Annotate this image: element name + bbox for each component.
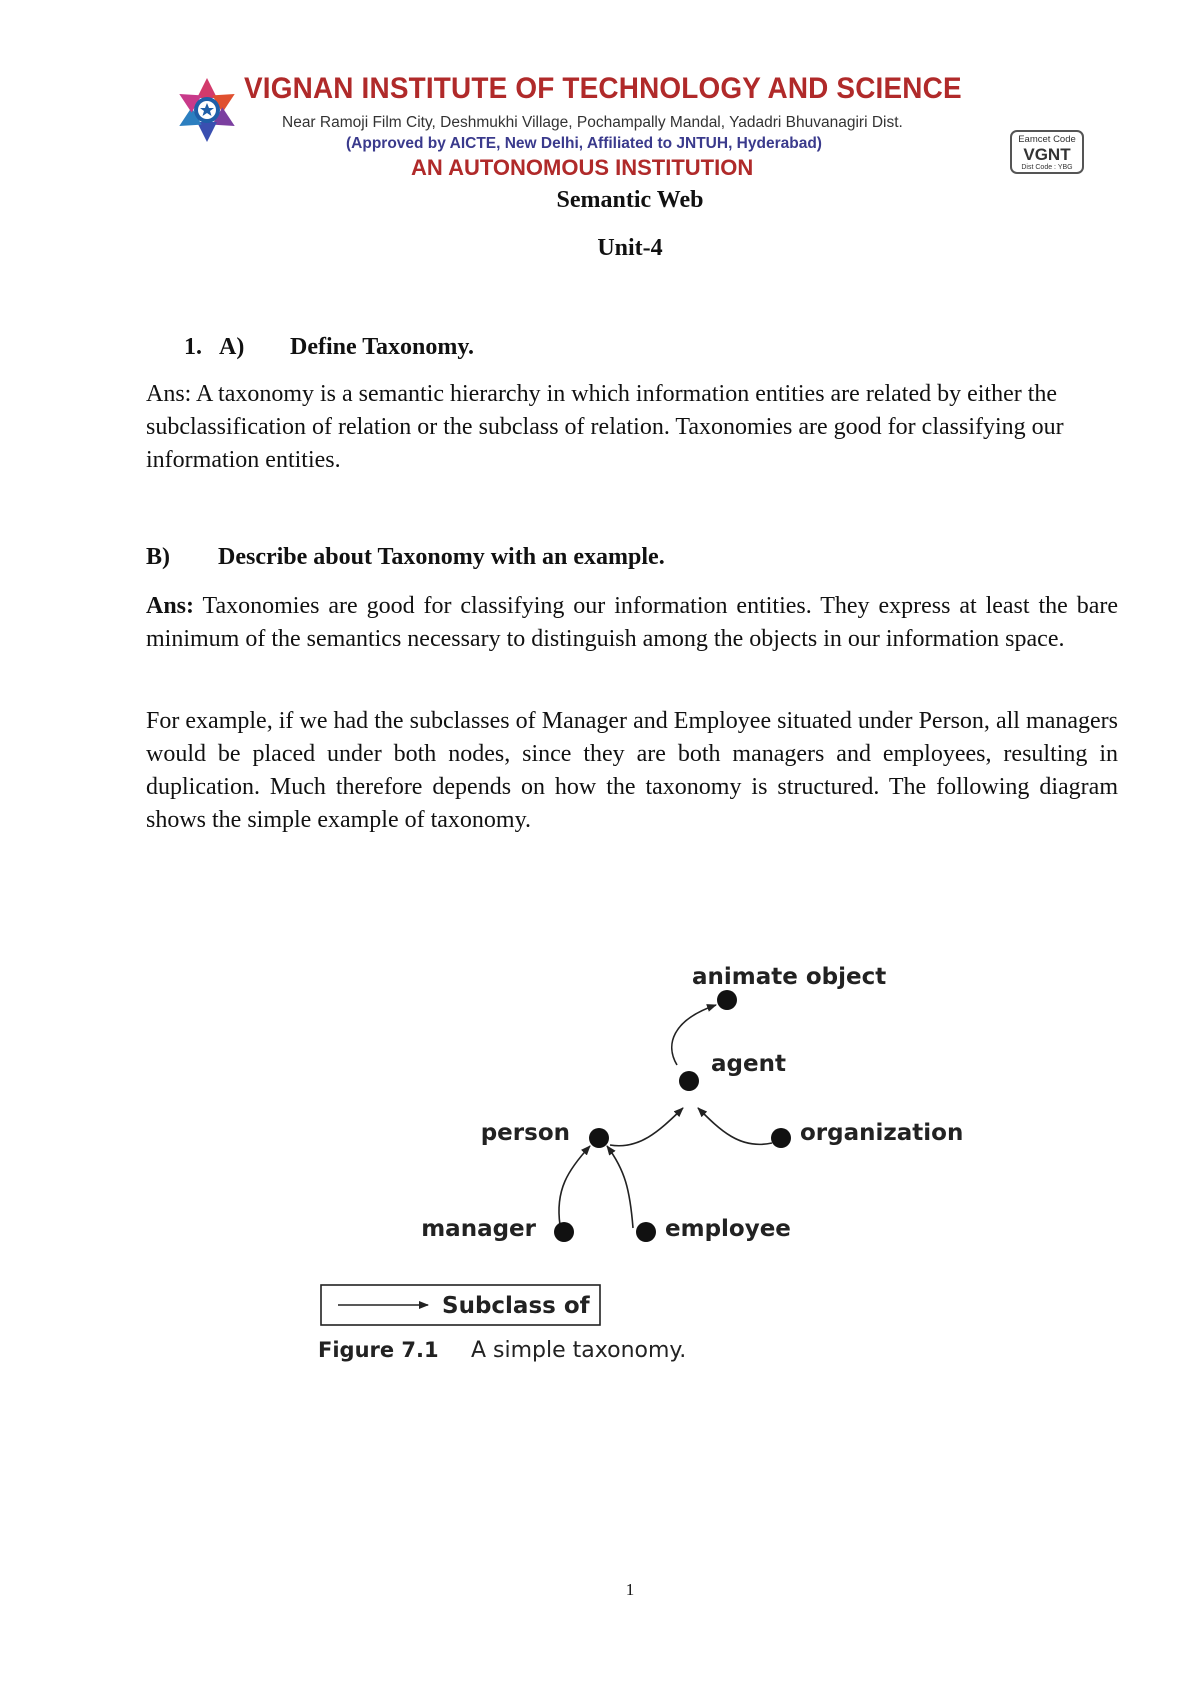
label-employee: employee <box>665 1216 791 1242</box>
taxonomy-diagram <box>300 960 1000 1380</box>
eamcet-label: Eamcet Code <box>1018 134 1076 145</box>
question-text: Define Taxonomy. <box>290 334 475 360</box>
label-animate-object: animate object <box>692 964 887 990</box>
document-title: Semantic Web <box>556 187 704 213</box>
edge-person-agent <box>610 1108 683 1146</box>
edge-employee-person <box>607 1146 633 1228</box>
edge-agent-animate-object <box>672 1005 716 1065</box>
answer-text: Taxonomies are good for classifying our information entities. They express at least the bare minimum of the semantics necessary to distinguish among the objects in our information space. <box>146 593 1118 652</box>
autonomous-label: AN AUTONOMOUS INSTITUTION <box>411 155 754 180</box>
node-animate-object <box>717 990 737 1010</box>
institute-approval: (Approved by AICTE, New Delhi, Affiliated to JNTUH, Hyderabad) <box>346 135 822 152</box>
figure-caption-text: A simple taxonomy. <box>471 1338 687 1363</box>
institute-logo <box>173 76 241 144</box>
institute-address: Near Ramoji Film City, Deshmukhi Village, Pochampally Mandal, Yadadri Bhuvanagiri Dist. <box>282 114 903 131</box>
institute-name: VIGNAN INSTITUTE OF TECHNOLOGY AND SCIENCE <box>244 72 962 105</box>
question-part: A) <box>219 334 245 360</box>
node-employee <box>636 1222 656 1242</box>
question-number: 1. <box>184 334 202 360</box>
label-agent: agent <box>711 1051 786 1077</box>
answer-label: Ans: <box>146 593 195 619</box>
label-person: person <box>480 1120 570 1146</box>
label-organization: organization <box>800 1120 964 1146</box>
dist-code: Dist Code : YBG <box>1021 163 1073 171</box>
answer-1a: Ans: A taxonomy is a semantic hierarchy in which information entities are related by either the subclassification of relation or the subclass of relation. Taxonomies are good for classifying our information entities. <box>146 381 1064 473</box>
page-number: 1 <box>625 1580 635 1599</box>
answer-1b <box>146 590 1118 656</box>
node-organization <box>771 1128 791 1148</box>
label-manager: manager <box>421 1216 536 1242</box>
question-1b-heading <box>146 544 665 571</box>
eamcet-code-badge <box>1010 130 1084 174</box>
question-1a-heading <box>184 334 475 361</box>
node-person <box>589 1128 609 1148</box>
figure-caption-number: Figure 7.1 <box>318 1338 439 1362</box>
legend-label: Subclass of <box>442 1293 590 1319</box>
eamcet-code: VGNT <box>1023 144 1071 164</box>
edge-organization-agent <box>698 1108 772 1144</box>
edge-manager-person <box>559 1146 590 1225</box>
question-text: Describe about Taxonomy with an example. <box>218 544 665 570</box>
node-agent <box>679 1071 699 1091</box>
node-manager <box>554 1222 574 1242</box>
example-paragraph: For example, if we had the subclasses of Manager and Employee situated under Person, all managers would be placed under both nodes, since they are both managers and employees, resulting in duplication. Much therefore depends on how the taxonomy is structured. The following diagram shows the simple example of taxonomy. <box>146 708 1118 833</box>
question-part: B) <box>146 544 170 570</box>
document-unit: Unit-4 <box>597 235 663 261</box>
